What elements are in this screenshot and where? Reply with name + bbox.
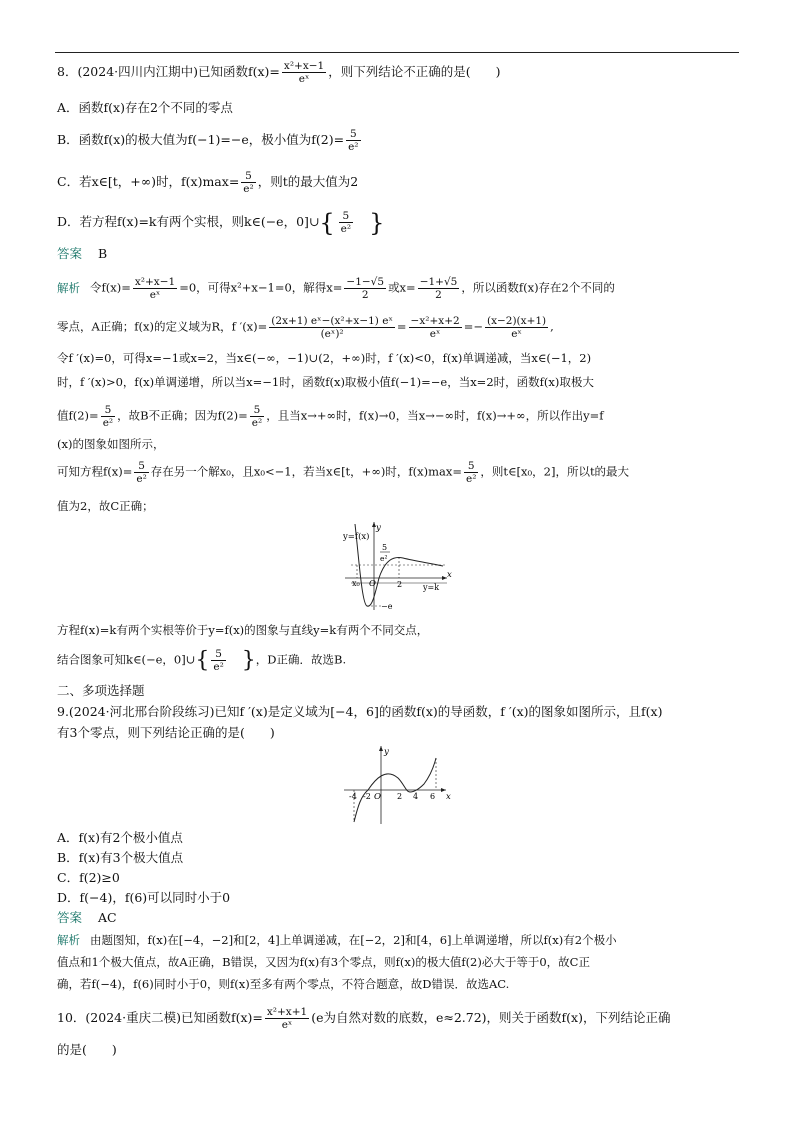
q8-analysis-line4: 时，f ′(x)>0，f(x)单调递增，所以当x=−1时，函数f(x)取极小值f(−1)=−e，当x=2时，函数f(x)取极大 bbox=[57, 375, 594, 389]
frac-num: 5 bbox=[101, 404, 115, 417]
left-brace-icon: { bbox=[195, 647, 210, 673]
q9-option-a: A．f(x)有2个极小值点 bbox=[57, 830, 183, 845]
frac-num: −1−√5 bbox=[346, 276, 385, 288]
text: 可知方程f(x)= bbox=[57, 464, 133, 479]
q8-option-d bbox=[57, 210, 384, 235]
answer-label: 答案 bbox=[57, 246, 83, 261]
q8-analysis-line6: (x)的图象如图所示， bbox=[57, 437, 165, 451]
y-axis-label: y bbox=[384, 747, 389, 757]
fx-graph-figure bbox=[343, 520, 453, 612]
q8-option-c-text: C．若x∈[t，+∞)时，f(x)max= bbox=[57, 174, 240, 189]
frac-den: eˣ bbox=[429, 328, 441, 340]
section-heading: 二、多项选择题 bbox=[57, 683, 145, 698]
x0-label: x₀ bbox=[352, 579, 360, 588]
tick-2-label: 2 bbox=[397, 580, 403, 589]
frac-num: −1+√5 bbox=[419, 276, 458, 288]
text: 或x= bbox=[388, 280, 416, 295]
q10-stem-line1 bbox=[57, 1006, 671, 1031]
frac-den: e² bbox=[102, 417, 114, 429]
tick-6: 6 bbox=[430, 792, 436, 801]
frac-num: (x−2)(x+1) bbox=[486, 315, 547, 327]
q8-frac-den: eˣ bbox=[298, 73, 310, 85]
frac-den: eˣ bbox=[281, 1019, 293, 1031]
q8-analysis-line2: 零点，A正确；f(x)的定义域为R，f ′(x)= $\frac{\text{(2x+1) eˣ−(x²+x−1) eˣ}}{\text{(eˣ)²}}$ = $\frac{\text{−x²+x+2}}{\text{eˣ}}$ =− $\frac{(x-2)(x+1)}{\text{eˣ}}$ , bbox=[57, 315, 554, 340]
q8-option-c-frac bbox=[241, 170, 255, 195]
q8-option-b-text: B．函数f(x)的极大值为f(−1)=−e，极小值为f(2)= bbox=[57, 132, 345, 147]
answer-value: B bbox=[98, 246, 108, 261]
frac bbox=[133, 276, 177, 301]
tick-2: 2 bbox=[397, 792, 403, 801]
frac-den: e² bbox=[348, 141, 359, 153]
q8-analysis-line3: 令f ′(x)=0，可得x=−1或x=2，当x∈(−∞，−1)∪(2，+∞)时，f ′(x)<0，f(x)单调递减，当x∈(−1，2) bbox=[57, 351, 592, 365]
text: 结合图象可知k∈(−e，0]∪ bbox=[57, 652, 196, 667]
frac-den: 2 bbox=[435, 289, 442, 301]
text: ，则t∈[x₀，2]，所以t的最大 bbox=[480, 464, 630, 479]
frac bbox=[418, 276, 460, 301]
origin-label: O bbox=[369, 579, 376, 589]
text: ，所以函数f(x)存在2个不同的 bbox=[461, 280, 615, 295]
frac-num: 5 bbox=[346, 128, 360, 141]
q8-analysis-line1 bbox=[57, 276, 615, 301]
frac-den: e² bbox=[340, 223, 352, 235]
frac-num: 5 bbox=[339, 210, 353, 223]
text: 由题图知，f(x)在[−4，−2]和[2，4]上单调递减，在[−2，2]和[4，6]上单调递增，所以f(x)有2个极小 bbox=[90, 933, 617, 947]
text: 令f(x)= bbox=[90, 280, 131, 295]
analysis-label: 解析 bbox=[57, 933, 80, 947]
frac-den: (eˣ)² bbox=[320, 328, 344, 340]
q8-analysis-line7 bbox=[57, 460, 629, 485]
left-brace-icon: { bbox=[319, 208, 335, 237]
x-axis-label: x bbox=[446, 792, 451, 802]
text: ，D正确．故选B. bbox=[255, 652, 347, 667]
q8-stem bbox=[57, 60, 501, 85]
header-rule bbox=[55, 52, 739, 53]
frac-den: eˣ bbox=[511, 328, 522, 340]
frac-num: 5 bbox=[134, 460, 148, 473]
frac bbox=[265, 1006, 309, 1031]
text: (e为自然对数的底数，e≈2.72)，则关于函数f(x)，下列结论正确 bbox=[311, 1010, 671, 1025]
tick-4: 4 bbox=[413, 792, 419, 801]
q9-option-c: C．f(2)≥0 bbox=[57, 870, 120, 885]
max-frac-num: 5 bbox=[382, 543, 388, 552]
text: 10．(2024·重庆二模)已知函数f(x)= bbox=[57, 1010, 263, 1025]
frac bbox=[269, 315, 395, 340]
q8-fraction bbox=[282, 60, 326, 85]
fprime-graph-figure bbox=[342, 744, 452, 826]
y-axis-label: y bbox=[376, 523, 381, 533]
tick-neg4: -4 bbox=[349, 792, 357, 801]
q8-tail: ，则下列结论不正确的是( ) bbox=[328, 64, 501, 79]
frac-den: e² bbox=[251, 417, 263, 429]
text: 存在另一个解x₀，且x₀<−1，若当x∈[t，+∞)时，f(x)max= bbox=[150, 464, 462, 479]
q9-stem-line2: 有3个零点，则下列结论正确的是( ) bbox=[57, 725, 275, 740]
frac-num: 5 bbox=[250, 404, 264, 417]
q10-stem-line2: 的是( ) bbox=[57, 1042, 117, 1057]
frac-num: (2x+1) eˣ−(x²+x−1) eˣ bbox=[271, 315, 393, 327]
frac bbox=[464, 460, 478, 485]
q8-option-a: A．函数f(x)存在2个不同的零点 bbox=[57, 100, 233, 115]
q8-option-d-frac bbox=[339, 210, 353, 235]
q9-option-b: B．f(x)有3个极大值点 bbox=[57, 850, 184, 865]
text: =0，可得x²+x−1=0，解得x= bbox=[179, 280, 343, 295]
y-equals-k-label: y=k bbox=[423, 583, 440, 592]
y-axis-arrow-icon bbox=[379, 746, 383, 751]
analysis-label: 解析 bbox=[57, 280, 80, 295]
frac-num: 5 bbox=[464, 460, 478, 473]
min-neg-e-label: −e bbox=[381, 602, 393, 611]
q8-analysis-line9: 方程f(x)=k有两个实根等价于y=f(x)的图象与直线y=k有两个不同交点， bbox=[57, 623, 429, 637]
origin-label: O bbox=[374, 792, 381, 802]
frac-den: eˣ bbox=[149, 289, 161, 301]
q8-analysis-line10 bbox=[57, 648, 346, 673]
q8-option-b-frac bbox=[346, 128, 360, 153]
right-brace-icon: } bbox=[241, 647, 256, 673]
frac-num: −x²+x+2 bbox=[410, 315, 460, 327]
x-axis-label: x bbox=[447, 570, 452, 580]
q8-head: 8．(2024·四川内江期中)已知函数f(x)= bbox=[57, 64, 280, 79]
q9-analysis-line2: 值点和1个极大值点，故A正确，B错误，又因为f(x)有3个零点，则f(x)的极大值f(2)必大于等于0，故C正 bbox=[57, 955, 590, 969]
frac-den: e² bbox=[213, 661, 224, 673]
frac-den: e² bbox=[136, 473, 147, 485]
q9-analysis-line3: 确，若f(−4)，f(6)同时小于0，则f(x)至多有两个零点，不符合题意，故D错误．故选AC. bbox=[57, 977, 510, 991]
frac bbox=[211, 648, 225, 673]
q9-answer bbox=[57, 910, 117, 926]
q8-frac-num: x²+x−1 bbox=[283, 60, 325, 72]
frac-num: 5 bbox=[211, 648, 225, 661]
y-fx-label: y=f(x) bbox=[343, 532, 370, 542]
text: 值f(2)= bbox=[57, 408, 99, 423]
frac bbox=[101, 404, 115, 429]
q8-option-c-post: ，则t的最大值为2 bbox=[257, 174, 359, 189]
frac bbox=[134, 460, 148, 485]
max-frac-den: e² bbox=[380, 554, 388, 563]
q8-analysis-line8: 值为2，故C正确； bbox=[57, 499, 154, 513]
text: ，故B不正确；因为f(2)= bbox=[117, 408, 248, 423]
q8-option-c bbox=[57, 170, 358, 195]
frac-den: e² bbox=[465, 473, 477, 485]
frac bbox=[409, 315, 462, 340]
frac-num: x²+x−1 bbox=[134, 276, 176, 288]
text: 零点，A正确；f(x)的定义域为R，f ′(x)= bbox=[57, 319, 268, 334]
q8-option-d-text: D．若方程f(x)=k有两个实根，则k∈(−e，0]∪ bbox=[57, 214, 320, 229]
q9-analysis-line1 bbox=[57, 932, 617, 948]
frac bbox=[344, 276, 386, 301]
q9-stem-line1: 9.(2024·河北邢台阶段练习)已知f ′(x)是定义域为[−4，6]的函数f(x)的导函数，f ′(x)的图象如图所示，且f(x) bbox=[57, 704, 663, 719]
q8-analysis-line5 bbox=[57, 404, 604, 429]
frac bbox=[250, 404, 264, 429]
frac-num: 5 bbox=[241, 170, 255, 183]
right-brace-icon: } bbox=[369, 208, 385, 237]
q8-answer bbox=[57, 246, 107, 262]
frac-den: 2 bbox=[361, 289, 369, 301]
text: ，且当x→+∞时，f(x)→0，当x→−∞时，f(x)→+∞，所以作出y=f bbox=[266, 408, 604, 423]
tick-neg2: -2 bbox=[363, 792, 371, 801]
frac-den: e² bbox=[243, 183, 254, 195]
q8-option-b bbox=[57, 128, 363, 153]
frac bbox=[485, 315, 548, 340]
frac-num: x²+x+1 bbox=[266, 1006, 308, 1018]
q9-option-d: D．f(−4)，f(6)可以同时小于0 bbox=[57, 890, 231, 905]
answer-value: AC bbox=[98, 910, 117, 925]
answer-label: 答案 bbox=[57, 910, 83, 925]
